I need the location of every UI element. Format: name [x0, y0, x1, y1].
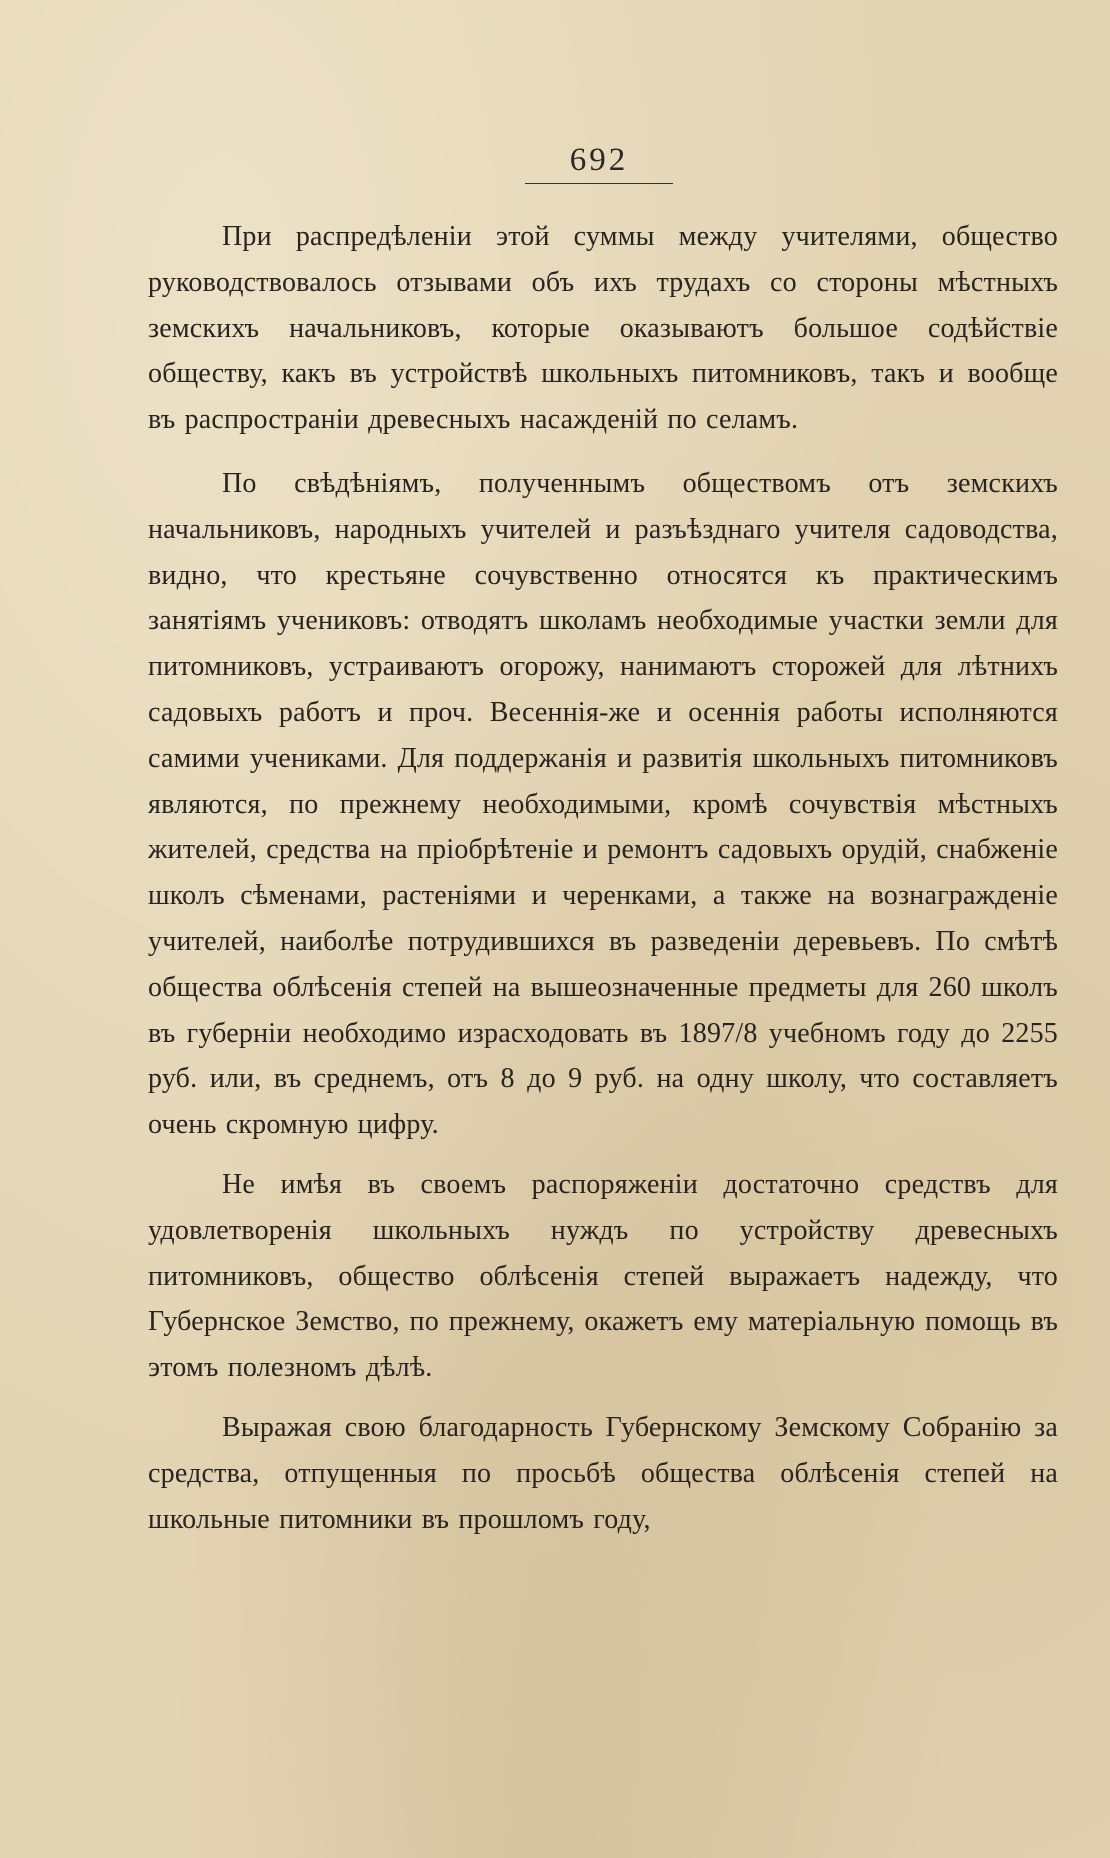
page-number-rule	[525, 183, 673, 184]
paragraph-2-text: По свѣдѣніямъ, полученнымъ обществомъ отъ земскихъ начальниковъ, народныхъ учителей и разъѣзднаго учителя садоводства, видно, что крестьяне сочувственно относятся къ практическимъ занятіямъ учениковъ: отводятъ школамъ необходимые участки земли для питомниковъ, устраиваютъ огорожу, нанимаютъ сторожей для лѣтнихъ садовыхъ работъ и проч. Весеннія-же и осеннія работы исполняются самими учениками. Для поддержанія и развитія школьныхъ питомниковъ являются, по прежнему необходимыми, кромѣ сочувствія мѣстныхъ жителей, средства на пріобрѣтеніе и ремонтъ садовыхъ орудій, снабженіе школъ сѣменами, растеніями и черенками, а также на вознагражденіе учителей, наиболѣе потрудившихся въ разведеніи деревьевъ. По смѣтѣ общества облѣсенія степей на вышеозначенные предметы для 260 школъ въ губерніи необходимо израсходовать въ	[148, 467, 1058, 1049]
page-header	[525, 140, 673, 184]
body-text	[148, 214, 1058, 1542]
paragraph-4: Выражая свою благодарность Губернскому Земскому Собранію за средства, отпущенныя по просьбѣ общества облѣсенія степей на школьные питомники въ прошломъ году,	[148, 1411, 1058, 1535]
paragraph-2	[148, 461, 1058, 1148]
academic-year: 1897/8	[678, 1017, 758, 1049]
page-number: 692	[569, 142, 629, 178]
paragraph-1: При распредѣленіи этой суммы между учителями, общество руководствовалось отзывами объ ихъ трудахъ со стороны мѣстныхъ земскихъ начальниковъ, которые оказываютъ большое содѣйствіе обществу, какъ въ устройствѣ школьныхъ питомниковъ, такъ и вообще въ распространіи древесныхъ насажденій по селамъ.	[148, 221, 1058, 436]
paragraph-3: Не имѣя въ своемъ распоряженіи достаточно средствъ для удовлетворенія школьныхъ нуждъ по устройству древесныхъ питомниковъ, общество облѣсенія степей выражаетъ надежду, что Губернское Земство, по прежнему, окажетъ ему матеріальную помощь въ этомъ полезномъ дѣлѣ.	[148, 1168, 1058, 1384]
paragraph-2-tail: учебномъ году до 2255 руб. или, въ среднемъ, отъ 8 до 9 руб. на одну школу, что составляетъ очень скромную цифру.	[148, 1017, 1058, 1141]
